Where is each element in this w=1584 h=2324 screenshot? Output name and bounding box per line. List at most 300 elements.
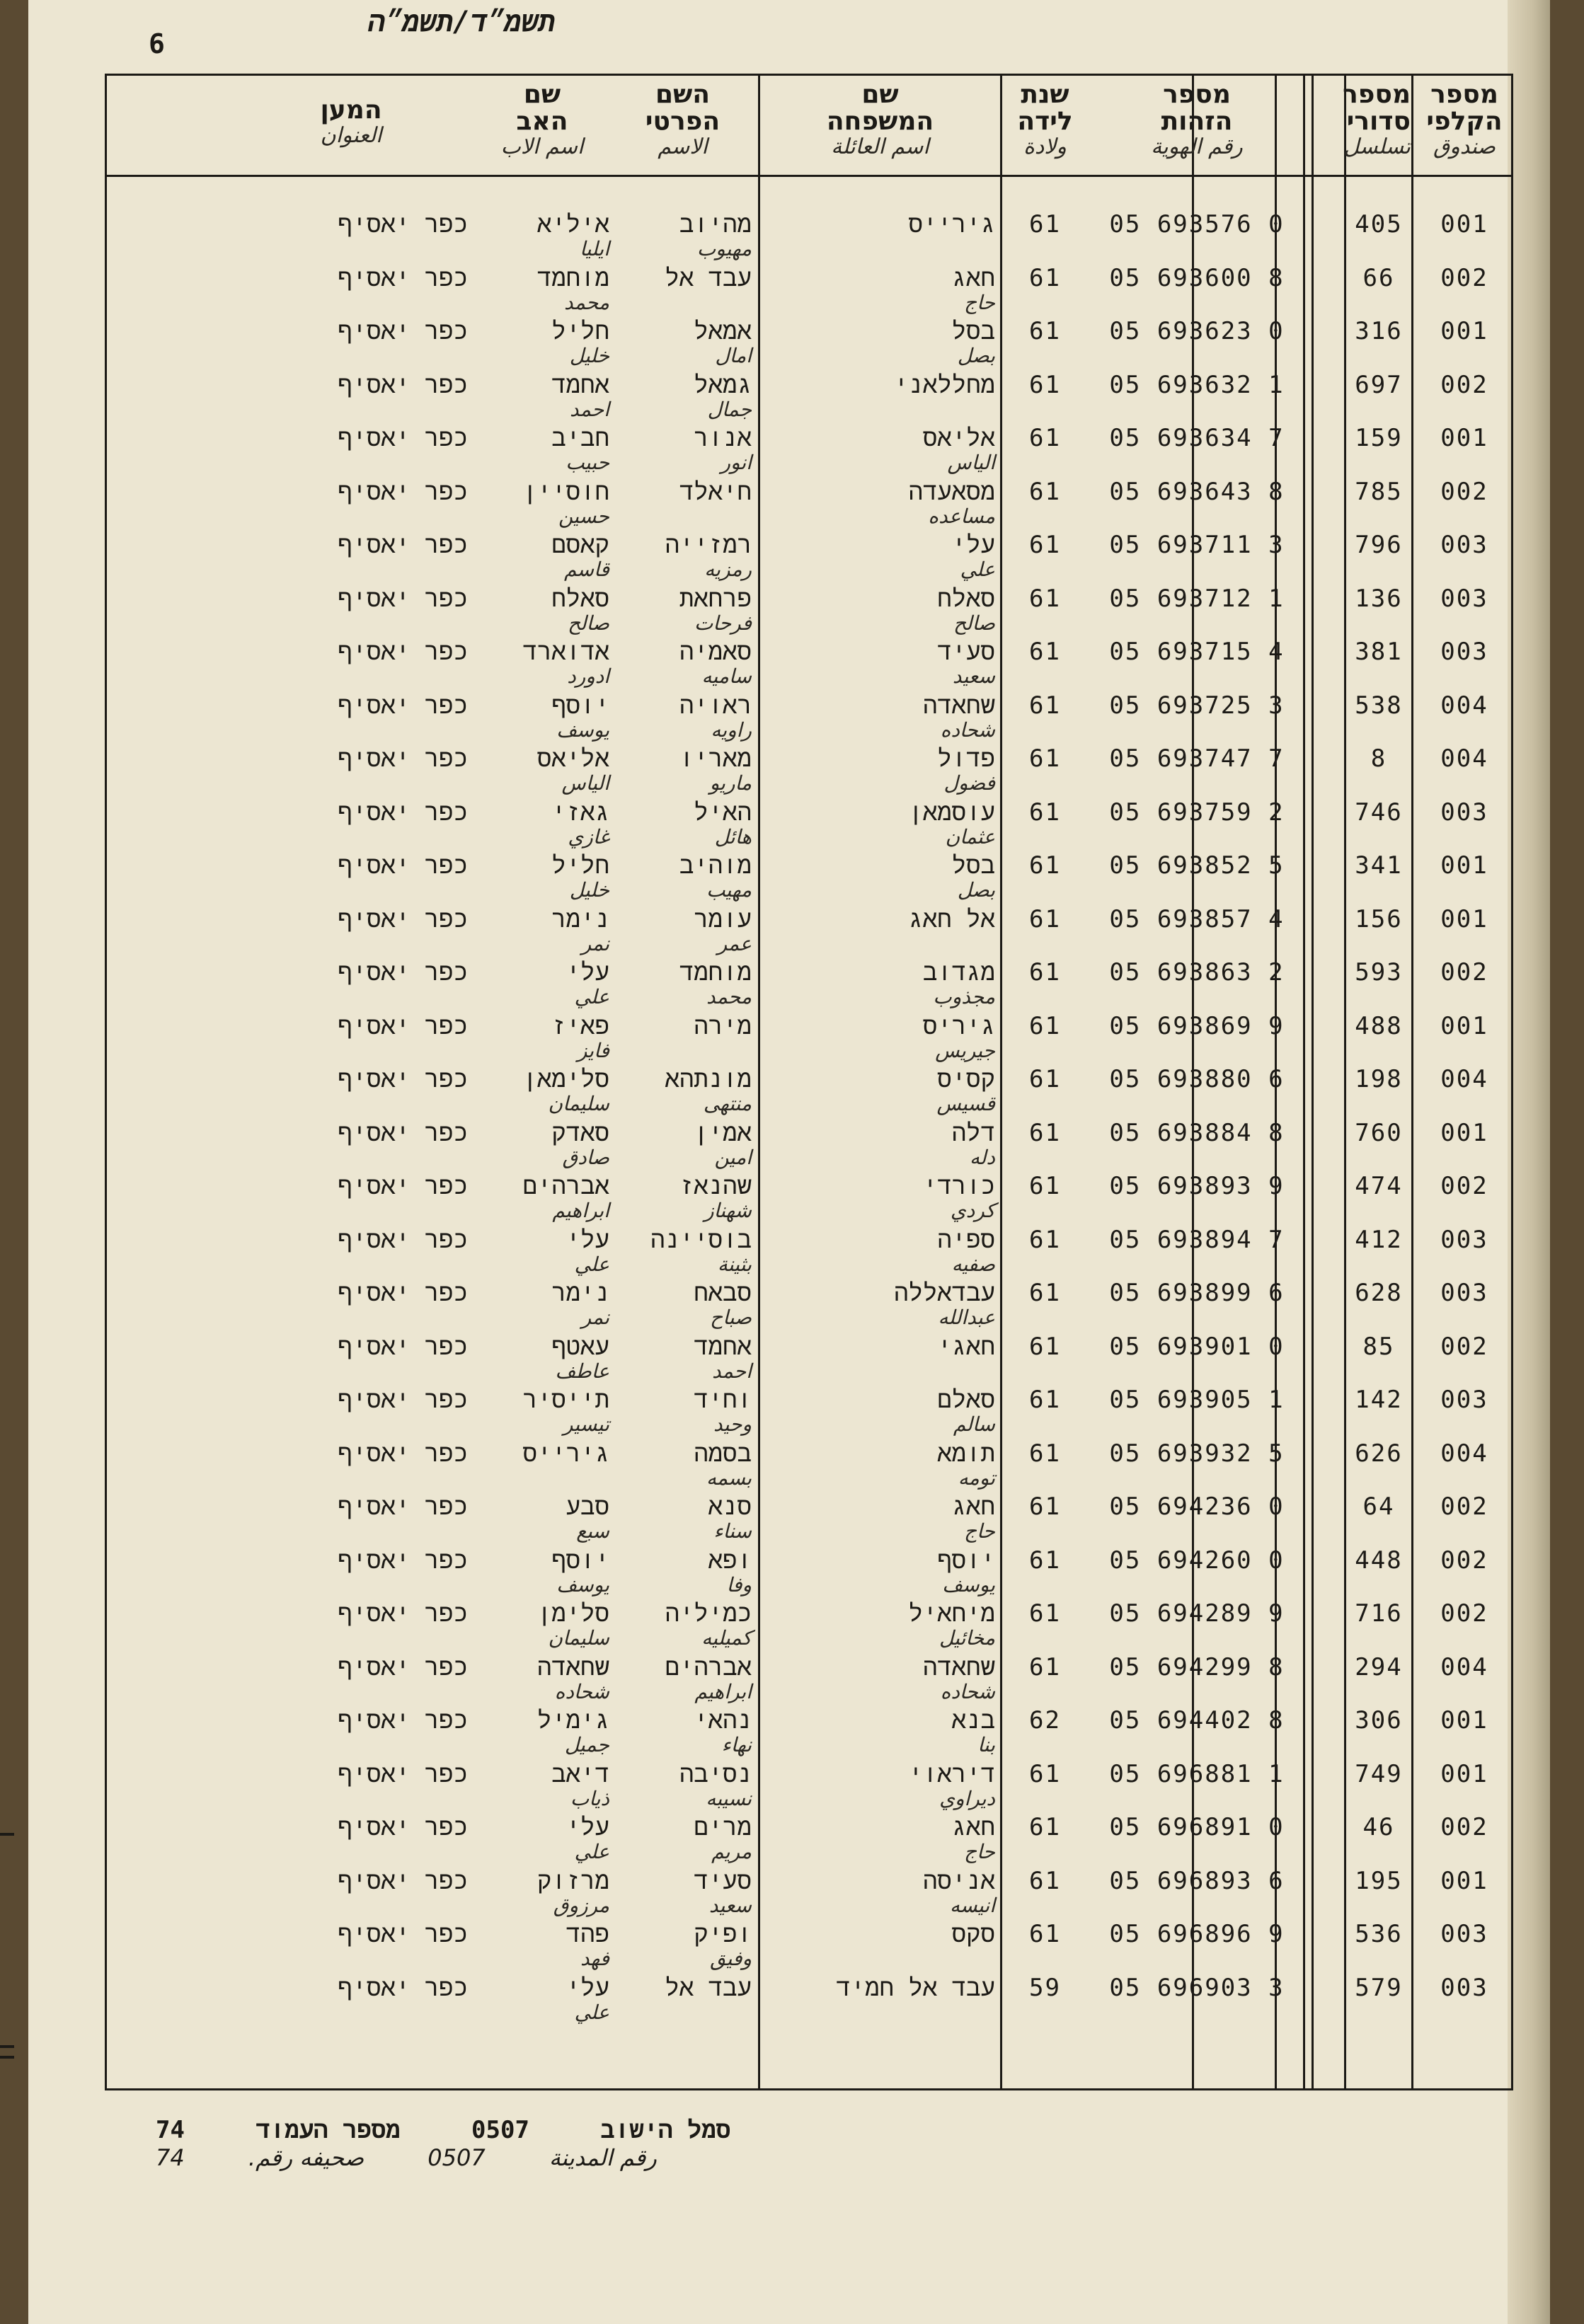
cell-father	[475, 1279, 609, 1328]
first-text: ופיק	[694, 1920, 752, 1948]
cell-father	[475, 1439, 609, 1468]
first-text: מרים	[694, 1813, 752, 1841]
cell-first	[610, 1599, 752, 1649]
address-text: כפר יאסיף	[338, 691, 468, 720]
cell-first	[610, 1333, 752, 1382]
box-text: 001	[1440, 1866, 1488, 1895]
id-text: 05 693899 6	[1109, 1279, 1285, 1307]
box-text: 004	[1440, 1065, 1488, 1093]
family-arabic-text: صفيه	[951, 1252, 995, 1276]
address-text: כפר יאסיף	[338, 1439, 468, 1468]
cell-box	[1415, 691, 1514, 720]
cell-address	[234, 691, 468, 720]
first-text: כמיליה	[665, 1599, 752, 1628]
address-text: כפר יאסיף	[338, 1813, 468, 1841]
cell-first	[610, 210, 752, 260]
father-arabic-text: احمد	[570, 397, 609, 421]
address-text: כפר יאסיף	[338, 1492, 468, 1521]
cell-father	[475, 744, 609, 794]
family-text: יוסף	[937, 1546, 995, 1575]
family-text: גיריס	[922, 1011, 995, 1040]
family-arabic-text: سعيد	[952, 665, 995, 688]
cell-first	[610, 744, 752, 794]
page-label: מספר העמוד	[256, 2116, 401, 2144]
serial-text: 626	[1355, 1439, 1403, 1468]
first-arabic-text: امين	[714, 1145, 752, 1169]
cell-id	[1091, 585, 1303, 613]
margin-mark	[0, 2056, 14, 2059]
cell-father	[475, 424, 609, 473]
cell-box	[1415, 1065, 1514, 1093]
father-arabic-text: صالح	[568, 611, 609, 635]
cell-serial	[1347, 1974, 1411, 2002]
family-arabic-text: صالح	[953, 611, 995, 635]
cell-id	[1091, 691, 1303, 720]
address-text: כפר יאסיף	[338, 370, 468, 399]
cell-box	[1415, 1386, 1514, 1414]
father-text: תייסיר	[522, 1386, 609, 1414]
first-arabic-text: شهناز	[704, 1199, 752, 1222]
cell-serial	[1347, 210, 1411, 238]
address-text: כפר יאסיף	[338, 210, 468, 238]
box-text: 002	[1440, 1492, 1488, 1521]
footer-arabic	[156, 2144, 657, 2171]
address-text: כפר יאסיף	[338, 317, 468, 345]
box-text: 002	[1440, 1332, 1488, 1361]
serial-text: 198	[1355, 1065, 1403, 1093]
first-text: בסמה	[694, 1439, 752, 1468]
settlement-label: סמל הישוב	[600, 2116, 731, 2144]
address-text: כפר יאסיף	[338, 1759, 468, 1788]
cell-first	[610, 1279, 752, 1328]
cell-serial	[1347, 585, 1411, 613]
first-text: ראויה	[679, 691, 752, 720]
year-text: 61	[1029, 477, 1061, 506]
address-text: כפר יאסיף	[338, 424, 468, 452]
address-text: כפר יאסיף	[338, 958, 468, 986]
cell-serial	[1347, 1386, 1411, 1414]
family-text: מחללאני	[894, 370, 995, 399]
cell-box	[1415, 1119, 1514, 1147]
id-text: 05 694236 0	[1109, 1492, 1285, 1521]
table-row	[107, 1386, 1511, 1439]
cell-family	[762, 264, 995, 313]
header-year: שנת לידה ولادة	[1017, 80, 1073, 159]
header-first: השם הפרטי الاسم	[645, 80, 721, 159]
cell-serial	[1347, 691, 1411, 720]
settlement-code-ar: 0507	[427, 2144, 486, 2171]
cell-family	[762, 1760, 995, 1810]
cell-serial	[1347, 1867, 1411, 1895]
year-text: 61	[1029, 1118, 1061, 1147]
cell-father	[475, 317, 609, 367]
id-text: 05 693893 9	[1109, 1172, 1285, 1200]
cell-id	[1091, 1653, 1303, 1681]
serial-text: 306	[1355, 1706, 1403, 1735]
page-value-ar: 74	[156, 2144, 185, 2171]
serial-text: 195	[1355, 1866, 1403, 1895]
cell-box	[1415, 1813, 1514, 1841]
serial-text: 536	[1355, 1920, 1403, 1948]
year-text: 59	[1029, 1973, 1061, 2002]
cell-first	[610, 264, 752, 292]
family-text: מגדוב	[922, 958, 995, 986]
id-text: 05 693852 5	[1109, 851, 1285, 880]
first-arabic-text: بسمه	[706, 1466, 752, 1490]
family-text: מיחאיל	[908, 1599, 995, 1628]
first-text: מאריו	[679, 744, 752, 773]
cell-father	[475, 638, 609, 687]
cell-address	[234, 1653, 468, 1681]
margin-mark	[0, 2045, 14, 2048]
box-text: 004	[1440, 744, 1488, 773]
cell-first	[610, 1867, 752, 1916]
cell-father	[475, 1653, 609, 1703]
address-text: כפר יאסיף	[338, 263, 468, 292]
first-text: אמין	[694, 1118, 752, 1147]
box-text: 001	[1440, 1011, 1488, 1040]
father-text: סלימן	[536, 1599, 609, 1628]
serial-text: 628	[1355, 1279, 1403, 1307]
table-row	[107, 1867, 1511, 1920]
family-arabic-text: انيسه	[949, 1893, 995, 1917]
cell-id	[1091, 1065, 1303, 1093]
first-text: סנא	[708, 1492, 752, 1521]
id-text: 05 693905 1	[1109, 1386, 1285, 1414]
address-text: כפר יאסיף	[338, 1172, 468, 1200]
father-arabic-text: عاطف	[555, 1359, 609, 1383]
id-text: 05 693759 2	[1109, 798, 1285, 827]
cell-first	[610, 905, 752, 955]
id-text: 05 693643 8	[1109, 477, 1285, 506]
cell-id	[1091, 1279, 1303, 1307]
serial-text: 156	[1355, 904, 1403, 933]
table-row	[107, 1706, 1511, 1759]
id-text: 05 693869 9	[1109, 1011, 1285, 1040]
cell-father	[475, 1172, 609, 1221]
table-row	[107, 1653, 1511, 1706]
cell-year	[1001, 1065, 1089, 1093]
cell-serial	[1347, 798, 1411, 827]
first-text: רמזייה	[665, 531, 752, 559]
header-id: מספר הזהות رقم الهوية	[1151, 80, 1243, 159]
family-text: סעיד	[937, 638, 995, 666]
family-text: דלה	[951, 1118, 995, 1147]
cell-box	[1415, 1279, 1514, 1307]
id-text: 05 693932 5	[1109, 1439, 1285, 1468]
table-row	[107, 371, 1511, 424]
cell-first	[610, 371, 752, 420]
family-text: בסל	[951, 851, 995, 880]
box-text: 001	[1440, 851, 1488, 880]
family-text: קסיס	[937, 1065, 995, 1093]
box-text: 002	[1440, 1599, 1488, 1628]
box-text: 001	[1440, 317, 1488, 345]
first-arabic-text: فرحات	[694, 611, 752, 635]
year-text: 61	[1029, 1439, 1061, 1468]
cell-year	[1001, 1706, 1089, 1735]
cell-address	[234, 1813, 468, 1841]
cell-id	[1091, 1226, 1303, 1254]
cell-year	[1001, 1813, 1089, 1841]
box-text: 002	[1440, 958, 1488, 986]
cell-id	[1091, 264, 1303, 292]
father-text: סאלח	[551, 584, 609, 613]
table-row	[107, 1439, 1511, 1492]
year-text: 62	[1029, 1706, 1061, 1735]
cell-year	[1001, 798, 1089, 827]
cell-address	[234, 1706, 468, 1735]
cell-serial	[1347, 1012, 1411, 1040]
first-arabic-text: وحيد	[713, 1413, 752, 1436]
address-text: כפר יאסיף	[338, 798, 468, 827]
cell-first	[610, 1386, 752, 1435]
year-text: 61	[1029, 263, 1061, 292]
family-arabic-text: عثمان	[945, 824, 995, 849]
father-arabic-text: ابراهيم	[552, 1199, 609, 1222]
father-arabic-text: محمد	[564, 290, 609, 314]
id-text: 05 693894 7	[1109, 1225, 1285, 1254]
table-row	[107, 958, 1511, 1011]
family-text: עבדאללה	[894, 1279, 995, 1307]
box-text: 003	[1440, 798, 1488, 827]
cell-box	[1415, 424, 1514, 452]
id-text: 05 693901 0	[1109, 1332, 1285, 1361]
cell-address	[234, 1920, 468, 1948]
serial-text: 142	[1355, 1386, 1403, 1414]
address-text: כפר יאסיף	[338, 1652, 468, 1681]
cell-box	[1415, 210, 1514, 238]
cell-id	[1091, 638, 1303, 666]
address-text: כפר יאסיף	[338, 1866, 468, 1895]
cell-first	[610, 585, 752, 634]
cell-father	[475, 905, 609, 955]
serial-text: 316	[1355, 317, 1403, 345]
father-arabic-text: جميل	[564, 1733, 609, 1756]
family-arabic-text: ديراوي	[939, 1786, 995, 1810]
father-text: מוחמד	[536, 263, 609, 292]
year-text: 61	[1029, 1225, 1061, 1254]
address-text: כפר יאסיף	[338, 1011, 468, 1040]
cell-father	[475, 478, 609, 527]
address-text: כפר יאסיף	[338, 531, 468, 559]
cell-father	[475, 585, 609, 634]
family-text: סקס	[951, 1920, 995, 1948]
cell-id	[1091, 1706, 1303, 1735]
father-arabic-text: علي	[574, 985, 609, 1008]
box-text: 002	[1440, 370, 1488, 399]
first-arabic-text: راويه	[711, 718, 752, 742]
cell-serial	[1347, 1920, 1411, 1948]
cell-address	[234, 1279, 468, 1307]
cell-id	[1091, 905, 1303, 933]
cell-box	[1415, 1974, 1514, 2002]
first-arabic-text: احمد	[712, 1359, 752, 1383]
serial-text: 488	[1355, 1011, 1403, 1040]
cell-year	[1001, 1386, 1089, 1414]
cell-first	[610, 1706, 752, 1756]
table-row	[107, 1813, 1511, 1866]
serial-text: 785	[1355, 477, 1403, 506]
cell-year	[1001, 264, 1089, 292]
serial-text: 341	[1355, 851, 1403, 880]
year-text: 61	[1029, 317, 1061, 345]
first-text: ופא	[708, 1546, 752, 1575]
father-text: נימר	[551, 904, 609, 933]
table-row	[107, 585, 1511, 638]
family-text: גירייס	[908, 210, 995, 238]
cell-first	[610, 1172, 752, 1221]
cell-father	[475, 851, 609, 901]
cell-father	[475, 1546, 609, 1596]
family-arabic-text: يوسف	[942, 1572, 995, 1597]
cell-first	[610, 1920, 752, 1969]
id-text: 05 693623 0	[1109, 317, 1285, 345]
cell-address	[234, 958, 468, 986]
cell-id	[1091, 1172, 1303, 1200]
first-arabic-text: امال	[715, 344, 752, 367]
family-arabic-text: بصل	[957, 878, 995, 902]
father-arabic-text: صادق	[562, 1145, 609, 1169]
year-text: 61	[1029, 1866, 1061, 1895]
family-arabic-text: حاج	[964, 290, 995, 314]
father-text: עלי	[566, 1225, 609, 1254]
cell-first	[610, 798, 752, 848]
cell-serial	[1347, 1065, 1411, 1093]
box-text: 004	[1440, 1439, 1488, 1468]
cell-serial	[1347, 424, 1411, 452]
father-text: עלי	[566, 1973, 609, 2002]
serial-text: 796	[1355, 531, 1403, 559]
cell-box	[1415, 905, 1514, 933]
family-text: סאלם	[937, 1386, 995, 1414]
header-address: המען العنوان	[320, 96, 382, 148]
box-text: 003	[1440, 1920, 1488, 1948]
cell-family	[762, 1012, 995, 1062]
first-text: עבד אל	[665, 263, 752, 292]
address-text: כפר יאסיף	[338, 1920, 468, 1948]
cell-family	[762, 1279, 995, 1328]
family-text: עבד אל חמיד	[836, 1973, 995, 2002]
family-text: אל חאג	[908, 904, 995, 933]
box-text: 001	[1440, 210, 1488, 238]
cell-year	[1001, 1920, 1089, 1948]
address-text: כפר יאסיף	[338, 1118, 468, 1147]
year-text: 61	[1029, 1279, 1061, 1307]
id-text: 05 696881 1	[1109, 1759, 1285, 1788]
cell-first	[610, 638, 752, 687]
cell-serial	[1347, 744, 1411, 773]
cell-family	[762, 638, 995, 687]
cell-serial	[1347, 1119, 1411, 1147]
cell-address	[234, 744, 468, 773]
cell-family	[762, 851, 995, 901]
id-text: 05 693863 2	[1109, 958, 1285, 986]
cell-first	[610, 1012, 752, 1040]
cell-address	[234, 1974, 468, 2002]
serial-text: 412	[1355, 1225, 1403, 1254]
header-serial: מספר סדורי تسلسل	[1343, 80, 1411, 159]
serial-text: 46	[1362, 1813, 1395, 1841]
father-text: חוסיין	[522, 477, 609, 506]
cell-father	[475, 1760, 609, 1810]
id-text: 05 694260 0	[1109, 1546, 1285, 1575]
father-arabic-text: نمر	[581, 931, 609, 955]
year-text: 61	[1029, 1386, 1061, 1414]
box-text: 004	[1440, 1652, 1488, 1681]
cell-year	[1001, 638, 1089, 666]
family-text: עוסמאן	[908, 798, 995, 827]
cell-box	[1415, 1653, 1514, 1681]
family-arabic-text: سالم	[953, 1413, 995, 1436]
cell-serial	[1347, 1599, 1411, 1628]
father-arabic-text: علي	[574, 2000, 609, 2024]
table-row	[107, 1333, 1511, 1386]
table-row	[107, 424, 1511, 477]
cell-serial	[1347, 531, 1411, 559]
cell-serial	[1347, 1546, 1411, 1575]
father-text: גאזי	[551, 798, 609, 827]
cell-address	[234, 1065, 468, 1093]
cell-father	[475, 264, 609, 313]
cell-address	[234, 531, 468, 559]
father-text: סלימאן	[522, 1065, 609, 1093]
cell-id	[1091, 1546, 1303, 1575]
id-text: 05 693634 7	[1109, 424, 1285, 452]
family-text: עלי	[951, 531, 995, 559]
father-text: מרזוק	[536, 1866, 609, 1895]
first-text: עומר	[694, 904, 752, 933]
serial-text: 381	[1355, 638, 1403, 666]
cell-year	[1001, 1439, 1089, 1468]
father-text: אחמד	[551, 370, 609, 399]
cell-serial	[1347, 1760, 1411, 1788]
table-row	[107, 264, 1511, 317]
father-arabic-text: ذياب	[570, 1786, 609, 1810]
father-text: דיאב	[551, 1759, 609, 1788]
cell-year	[1001, 1172, 1089, 1200]
cell-first	[610, 691, 752, 741]
cell-first	[610, 1813, 752, 1863]
father-arabic-text: غازي	[568, 824, 609, 849]
table-row	[107, 1546, 1511, 1599]
cell-id	[1091, 478, 1303, 506]
cell-family	[762, 905, 995, 933]
father-arabic-text: شحاده	[554, 1679, 609, 1703]
year-text: 61	[1029, 1920, 1061, 1948]
serial-text: 593	[1355, 958, 1403, 986]
cell-address	[234, 851, 468, 880]
cell-year	[1001, 1653, 1089, 1681]
year-text: 61	[1029, 958, 1061, 986]
father-arabic-text: سليمان	[548, 1626, 609, 1650]
table-row	[107, 1172, 1511, 1225]
id-text: 05 693747 7	[1109, 744, 1285, 773]
cell-father	[475, 1599, 609, 1649]
father-arabic-text: علي	[574, 1840, 609, 1863]
family-arabic-text: مساعده	[928, 504, 995, 528]
father-text: סבע	[566, 1492, 609, 1521]
box-text: 003	[1440, 531, 1488, 559]
address-text: כפר יאסיף	[338, 1279, 468, 1307]
father-arabic-text: مرزوق	[553, 1893, 609, 1917]
first-arabic-text: كميليه	[701, 1626, 752, 1650]
cell-serial	[1347, 1439, 1411, 1468]
father-arabic-text: سبع	[576, 1519, 609, 1543]
box-text: 003	[1440, 1973, 1488, 2002]
first-text: נהאי	[694, 1706, 752, 1735]
cell-family	[762, 317, 995, 367]
